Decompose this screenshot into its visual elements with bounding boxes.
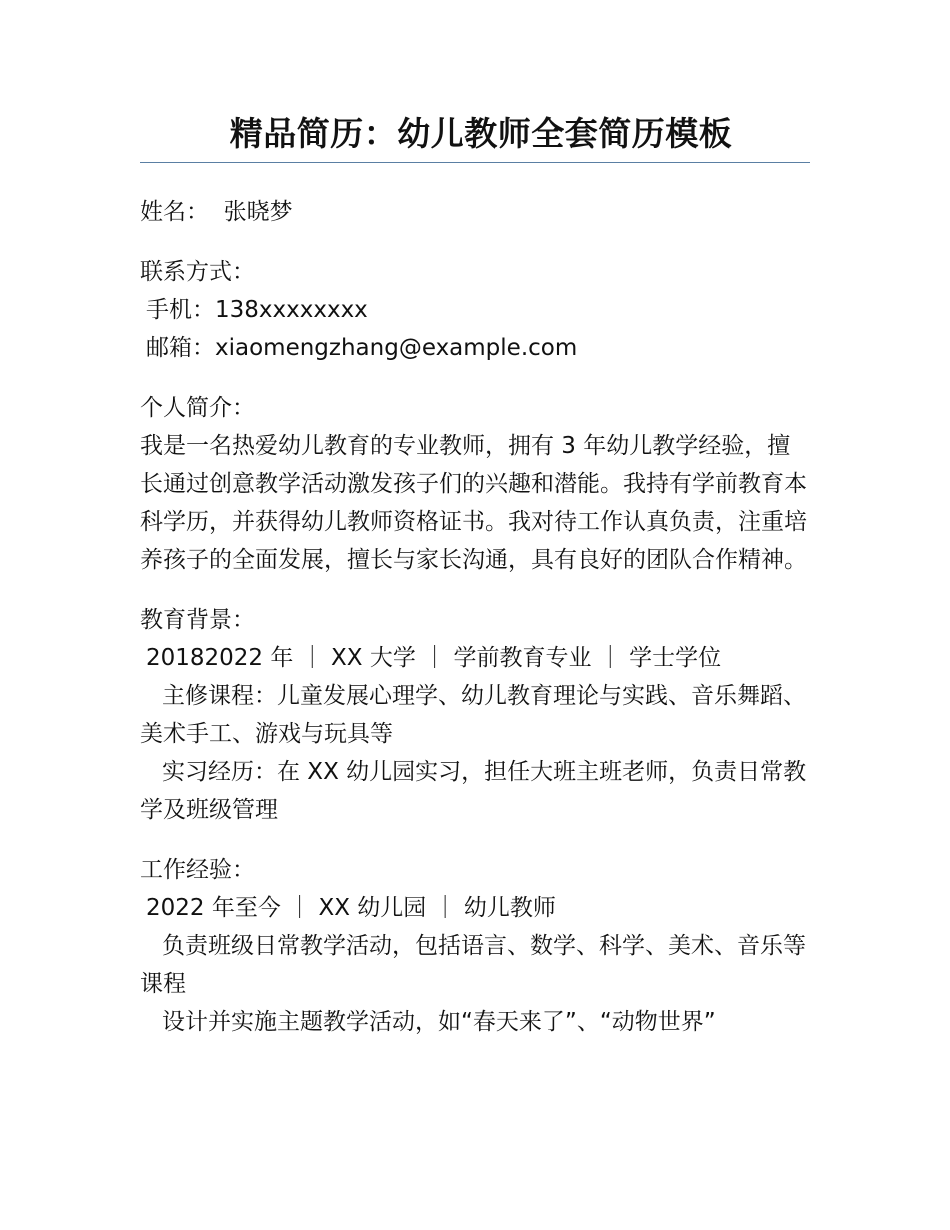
work-duty-1: 负责班级日常教学活动，包括语言、数学、科学、美术、音乐等课程 (140, 933, 806, 997)
education-summary: 20182022 年 ｜ XX 大学 ｜ 学前教育专业 ｜ 学士学位 (146, 645, 722, 671)
contact-heading: 联系方式： (140, 259, 255, 285)
education-section (140, 601, 810, 829)
education-internship: 实习经历：在 XX 幼儿园实习，担任大班主班老师，负责日常教学及班级管理 (140, 759, 807, 823)
intro-section (140, 389, 810, 579)
resume-page (140, 110, 810, 1041)
intro-heading: 个人简介： (140, 395, 255, 421)
work-heading: 工作经验： (140, 857, 255, 883)
email-line: 邮箱：xiaomengzhang@example.com (146, 335, 578, 361)
education-courses: 主修课程：儿童发展心理学、幼儿教育理论与实践、音乐舞蹈、美术手工、游戏与玩具等 (140, 683, 806, 747)
contact-section (140, 253, 810, 367)
title-underline (140, 162, 810, 163)
phone-line: 手机：138xxxxxxxx (146, 297, 368, 323)
work-summary: 2022 年至今 ｜ XX 幼儿园 ｜ 幼儿教师 (146, 895, 556, 921)
page-title: 精品简历：幼儿教师全套简历模板 (229, 114, 733, 153)
intro-text: 我是一名热爱幼儿教育的专业教师，拥有 3 年幼儿教学经验，擅长通过创意教学活动激发孩子们的兴趣和潜能。我持有学前教育本科学历，并获得幼儿教师资格证书。我对待工作认真负责，注重培养孩子的全面发展，擅长与家长沟通，具有良好的团队合作精神。 (140, 433, 807, 573)
name-line: 姓名： 张晓梦 (140, 199, 293, 225)
work-section (140, 851, 810, 1041)
work-duty-2: 设计并实施主题教学活动，如“春天来了”、“动物世界” (162, 1009, 716, 1035)
education-heading: 教育背景： (140, 607, 255, 633)
